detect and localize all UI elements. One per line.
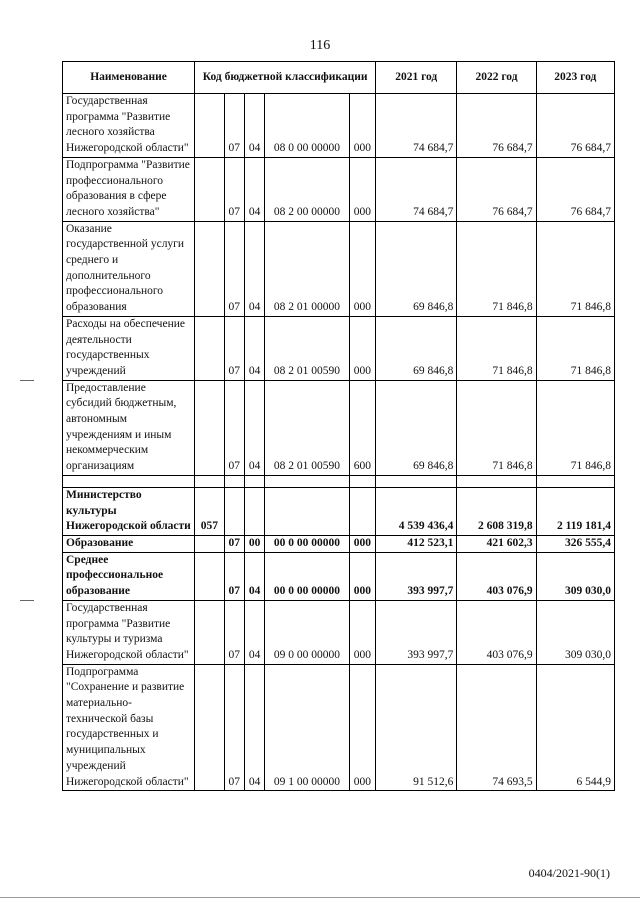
- amount-2022: 71 846,8: [457, 316, 536, 380]
- ministry-code: [195, 316, 224, 380]
- section-code: 07: [224, 157, 244, 221]
- amount-2021: 69 846,8: [376, 221, 457, 316]
- target-code: 09 1 00 00000: [265, 664, 349, 791]
- table-row: [63, 157, 615, 221]
- amount-2021: 393 997,7: [376, 600, 457, 664]
- document-code: 0404/2021-90(1): [528, 866, 610, 880]
- expense-type-code: 000: [349, 535, 375, 552]
- amount-2021: 69 846,8: [376, 316, 457, 380]
- table-row: [63, 664, 615, 791]
- target-code: 08 2 01 00590: [265, 380, 349, 475]
- subsection-code: 04: [244, 664, 264, 791]
- amount-2021: 4 539 436,4: [376, 487, 457, 535]
- target-code: 00 0 00 00000: [265, 535, 349, 552]
- header-2023: 2023 год: [536, 62, 614, 94]
- amount-2021: 91 512,6: [376, 664, 457, 791]
- header-code: Код бюджетной классификации: [195, 62, 376, 94]
- ministry-code: [195, 380, 224, 475]
- target-code: 08 2 01 00590: [265, 316, 349, 380]
- section-code: 07: [224, 221, 244, 316]
- section-code: 07: [224, 535, 244, 552]
- subsection-code: [244, 487, 264, 535]
- subsection-code: 04: [244, 600, 264, 664]
- header-row: [63, 62, 615, 94]
- expense-type-code: 000: [349, 316, 375, 380]
- header-2021: 2021 год: [376, 62, 457, 94]
- amount-2023: 76 684,7: [536, 94, 614, 158]
- target-code: [265, 487, 349, 535]
- amount-2023: 71 846,8: [536, 380, 614, 475]
- ministry-code: [195, 552, 224, 600]
- amount-2022: 71 846,8: [457, 380, 536, 475]
- ministry-code: [195, 94, 224, 158]
- amount-2021: 412 523,1: [376, 535, 457, 552]
- amount-2022: 71 846,8: [457, 221, 536, 316]
- ministry-code: [195, 157, 224, 221]
- amount-2021: 74 684,7: [376, 94, 457, 158]
- expense-type-code: 000: [349, 664, 375, 791]
- table-row: [63, 487, 615, 535]
- amount-2022: 403 076,9: [457, 600, 536, 664]
- expense-type-code: 000: [349, 157, 375, 221]
- expense-type-code: 000: [349, 600, 375, 664]
- table-row: [63, 221, 615, 316]
- amount-2022: 74 693,5: [457, 664, 536, 791]
- ministry-code: [195, 221, 224, 316]
- amount-2021: 69 846,8: [376, 380, 457, 475]
- ministry-code: [195, 535, 224, 552]
- amount-2023: 76 684,7: [536, 157, 614, 221]
- amount-2022: 421 602,3: [457, 535, 536, 552]
- subsection-code: 00: [244, 535, 264, 552]
- row-name: Среднее профессиональное образование: [63, 552, 195, 600]
- header-name: Наименование: [63, 62, 195, 94]
- row-name: Министерство культуры Нижегородской области: [63, 487, 195, 535]
- bottom-rule: [0, 897, 640, 898]
- amount-2023: 71 846,8: [536, 316, 614, 380]
- amount-2023: 326 555,4: [536, 535, 614, 552]
- row-name: Расходы на обеспечение деятельности государственных учреждений: [63, 316, 195, 380]
- section-code: 07: [224, 380, 244, 475]
- table-row: [63, 380, 615, 475]
- expense-type-code: 000: [349, 221, 375, 316]
- row-name: Подпрограмма "Сохранение и развитие материально-технической базы государственных и муниципальных учреждений Нижегородской области": [63, 664, 195, 791]
- section-code: 07: [224, 552, 244, 600]
- section-code: 07: [224, 316, 244, 380]
- spacer-row: [63, 475, 615, 487]
- target-code: 09 0 00 00000: [265, 600, 349, 664]
- section-code: 07: [224, 664, 244, 791]
- amount-2022: 403 076,9: [457, 552, 536, 600]
- amount-2023: 71 846,8: [536, 221, 614, 316]
- section-code: 07: [224, 94, 244, 158]
- expense-type-code: [349, 487, 375, 535]
- header-2022: 2022 год: [457, 62, 536, 94]
- subsection-code: 04: [244, 552, 264, 600]
- row-name: Предоставление субсидий бюджетным, автономным учреждениям и иным некоммерческим организациям: [63, 380, 195, 475]
- subsection-code: 04: [244, 221, 264, 316]
- subsection-code: 04: [244, 94, 264, 158]
- amount-2021: 74 684,7: [376, 157, 457, 221]
- table-row: [63, 94, 615, 158]
- table-row: [63, 535, 615, 552]
- amount-2022: 76 684,7: [457, 94, 536, 158]
- target-code: 08 0 00 00000: [265, 94, 349, 158]
- margin-mark: [20, 380, 34, 381]
- row-name: Государственная программа "Развитие культуры и туризма Нижегородской области": [63, 600, 195, 664]
- target-code: 08 2 01 00000: [265, 221, 349, 316]
- section-code: 07: [224, 600, 244, 664]
- budget-table: [62, 61, 615, 791]
- target-code: 08 2 00 00000: [265, 157, 349, 221]
- amount-2023: 2 119 181,4: [536, 487, 614, 535]
- amount-2023: 6 544,9: [536, 664, 614, 791]
- subsection-code: 04: [244, 157, 264, 221]
- subsection-code: 04: [244, 316, 264, 380]
- table-row: [63, 316, 615, 380]
- margin-mark: [20, 600, 34, 601]
- row-name: Подпрограмма "Развитие профессионального образования в сфере лесного хозяйства": [63, 157, 195, 221]
- ministry-code: [195, 600, 224, 664]
- table-row: [63, 600, 615, 664]
- section-code: [224, 487, 244, 535]
- expense-type-code: 600: [349, 380, 375, 475]
- expense-type-code: 000: [349, 552, 375, 600]
- ministry-code: [195, 664, 224, 791]
- amount-2021: 393 997,7: [376, 552, 457, 600]
- expense-type-code: 000: [349, 94, 375, 158]
- ministry-code: 057: [195, 487, 224, 535]
- table-row: [63, 552, 615, 600]
- row-name: Образование: [63, 535, 195, 552]
- subsection-code: 04: [244, 380, 264, 475]
- amount-2022: 2 608 319,8: [457, 487, 536, 535]
- target-code: 00 0 00 00000: [265, 552, 349, 600]
- amount-2022: 76 684,7: [457, 157, 536, 221]
- row-name: Оказание государственной услуги среднего и дополнительного профессионального образования: [63, 221, 195, 316]
- amount-2023: 309 030,0: [536, 552, 614, 600]
- page-number: 116: [309, 38, 331, 53]
- row-name: Государственная программа "Развитие лесного хозяйства Нижегородской области": [63, 94, 195, 158]
- amount-2023: 309 030,0: [536, 600, 614, 664]
